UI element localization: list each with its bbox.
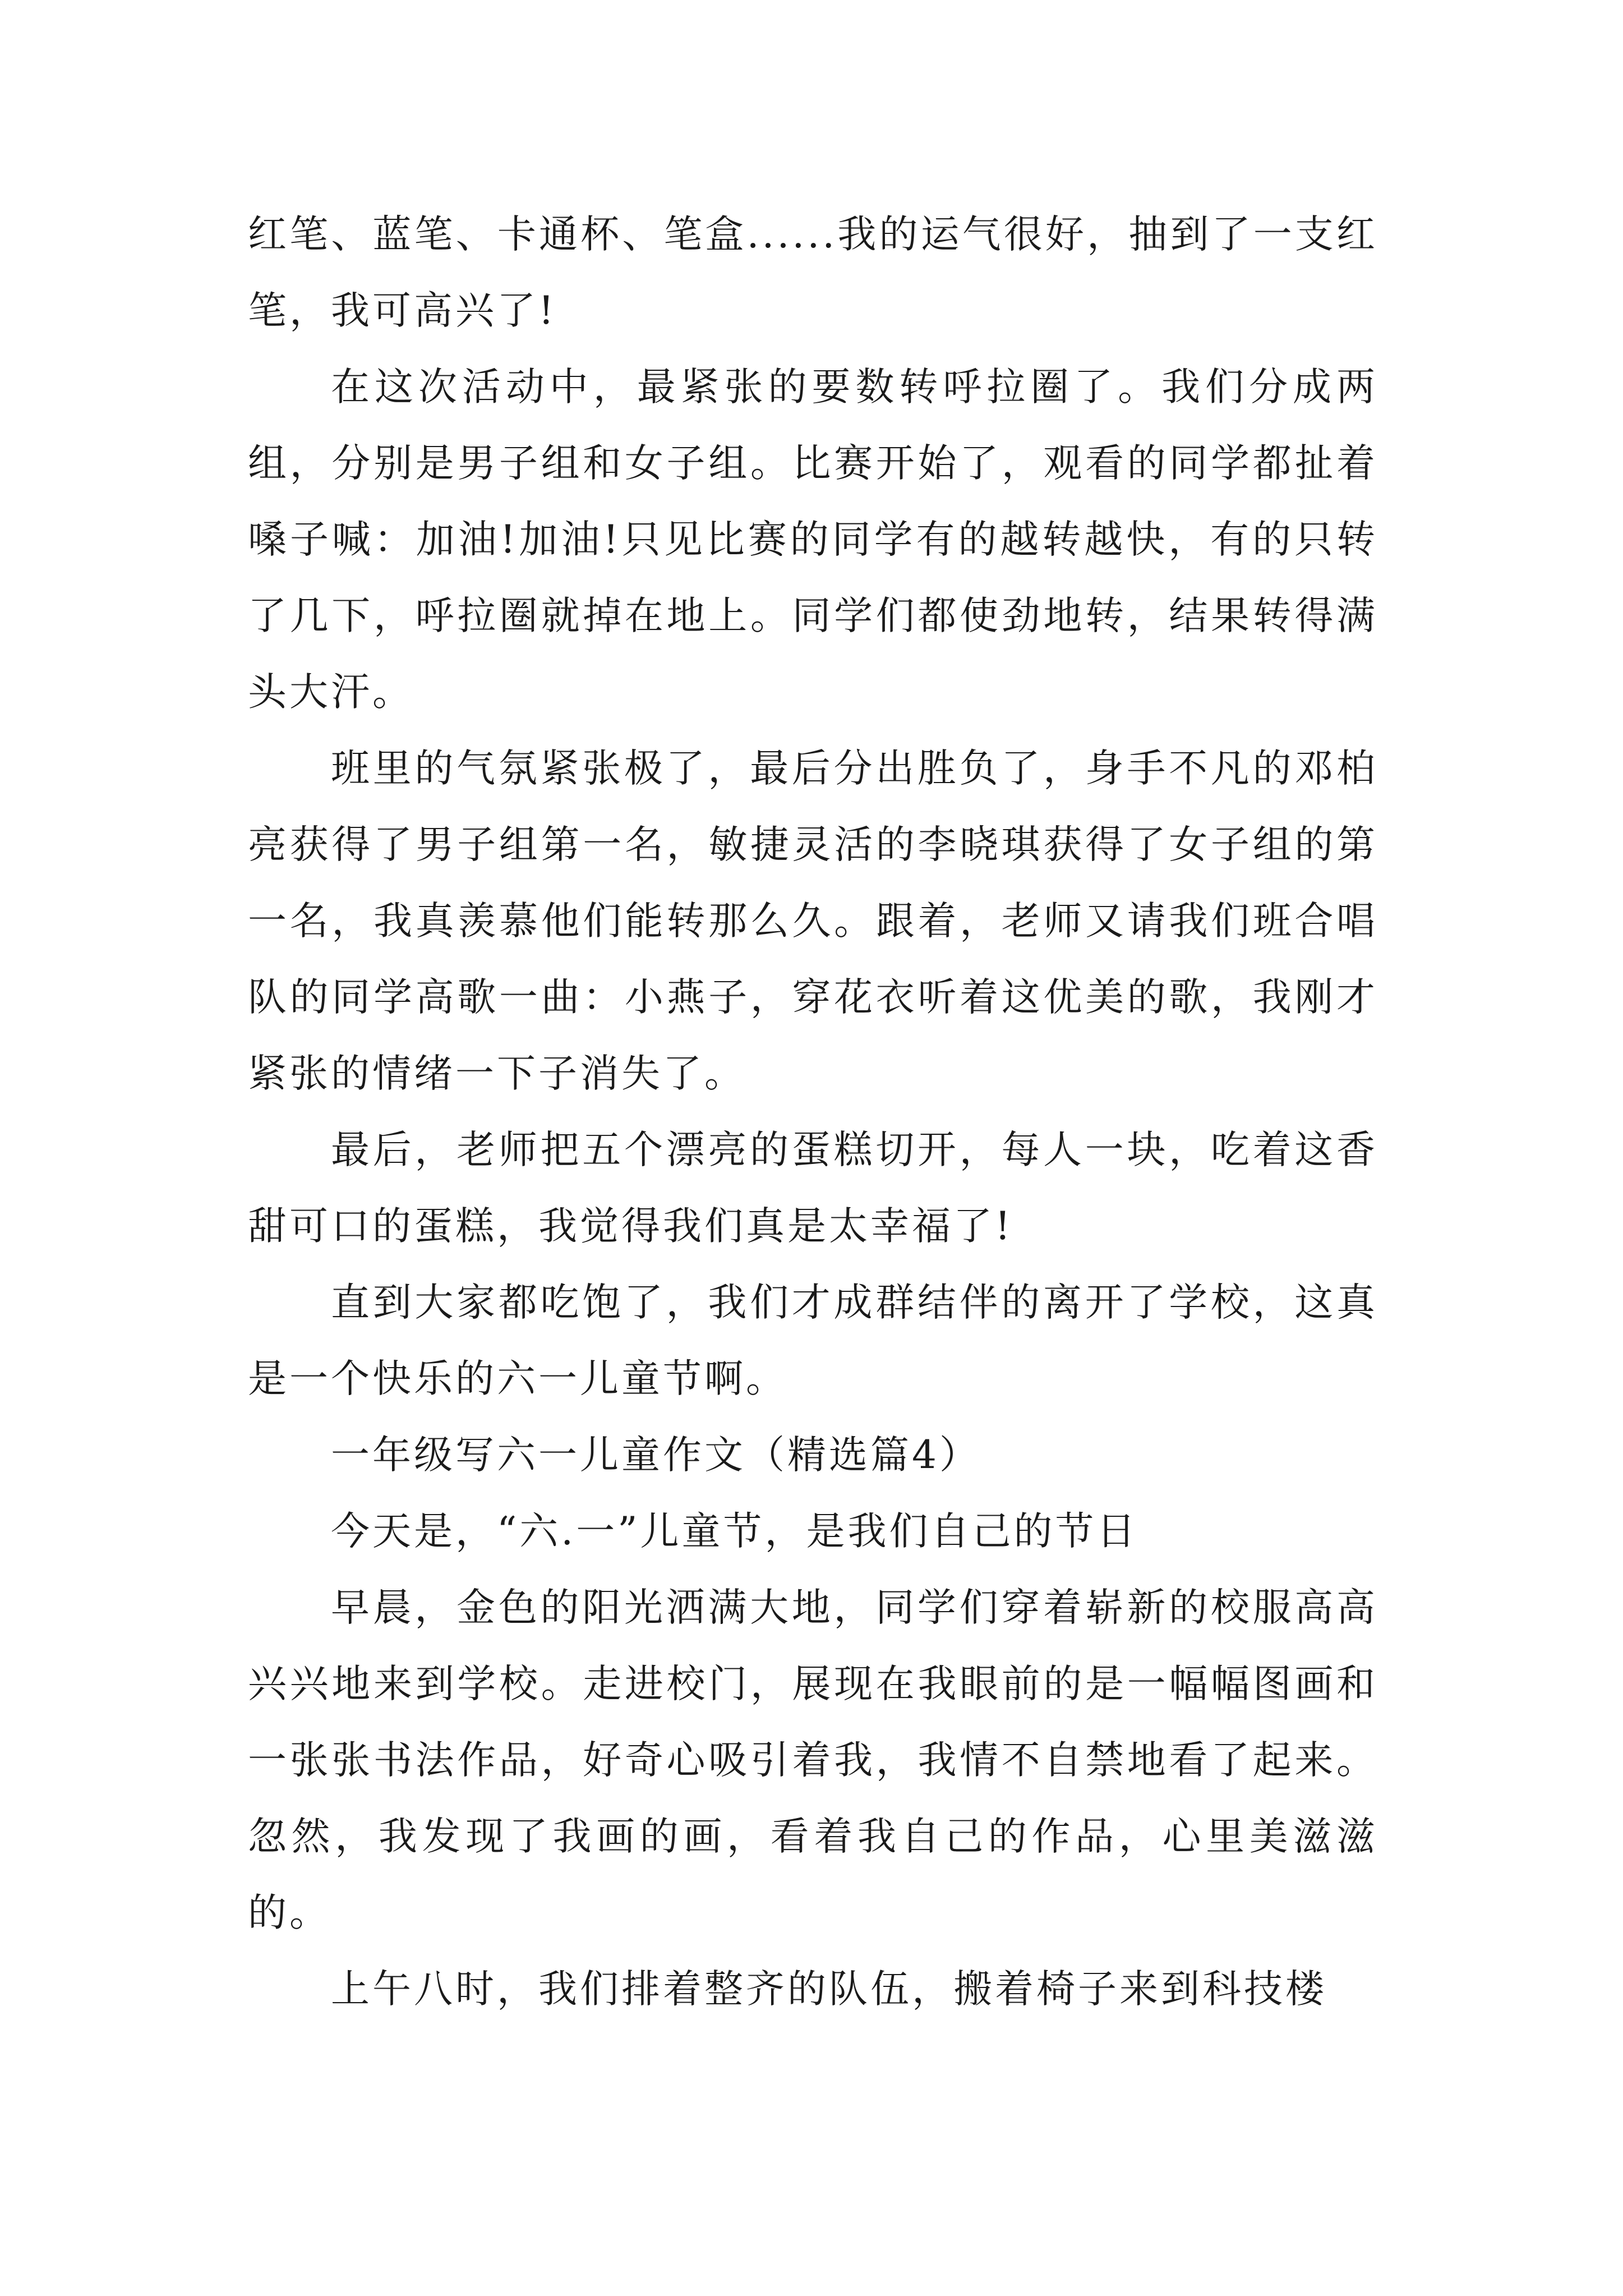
paragraph-9: 上午八时，我们排着整齐的队伍，搬着椅子来到科技楼 (331, 1967, 1327, 2012)
paragraph-8: 早晨，金色的阳光洒满大地，同学们穿着崭新的校服高高兴兴地来到学校。走进校门，展现在我眼前的是一幅幅图画和一张张书法作品，好奇心吸引着我，我情不自禁地看了起来。忽然，我发现了我画的画，看着我自己的作品，心里美滋滋的。 (248, 1585, 1378, 1935)
section-heading: 一年级写六一儿童作文（精选篇4） (331, 1433, 981, 1478)
document-body (248, 196, 1378, 2027)
paragraph-7: 今天是，“六.一”儿童节，是我们自己的节日 (331, 1509, 1138, 1554)
paragraph-3: 班里的气氛紧张极了，最后分出胜负了，身手不凡的邓柏亮获得了男子组第一名，敏捷灵活的李晓琪获得了女子组的第一名，我真羡慕他们能转那么久。跟着，老师又请我们班合唱队的同学高歌一曲：小燕子，穿花衣听着这优美的歌，我刚才紧张的情绪一下子消失了。 (248, 746, 1378, 1096)
paragraph-4: 最后，老师把五个漂亮的蛋糕切开，每人一块，吃着这香甜可口的蛋糕，我觉得我们真是太幸福了! (248, 1128, 1378, 1249)
paragraph-5: 直到大家都吃饱了，我们才成群结伴的离开了学校，这真是一个快乐的六一儿童节啊。 (248, 1280, 1378, 1401)
paragraph-1: 红笔、蓝笔、卡通杯、笔盒......我的运气很好，抽到了一支红笔，我可高兴了! (248, 212, 1378, 333)
paragraph-2: 在这次活动中，最紧张的要数转呼拉圈了。我们分成两组，分别是男子组和女子组。比赛开始了，观看的同学都扯着嗓子喊：加油!加油!只见比赛的同学有的越转越快，有的只转了几下，呼拉圈就掉在地上。同学们都使劲地转，结果转得满头大汗。 (248, 365, 1378, 715)
